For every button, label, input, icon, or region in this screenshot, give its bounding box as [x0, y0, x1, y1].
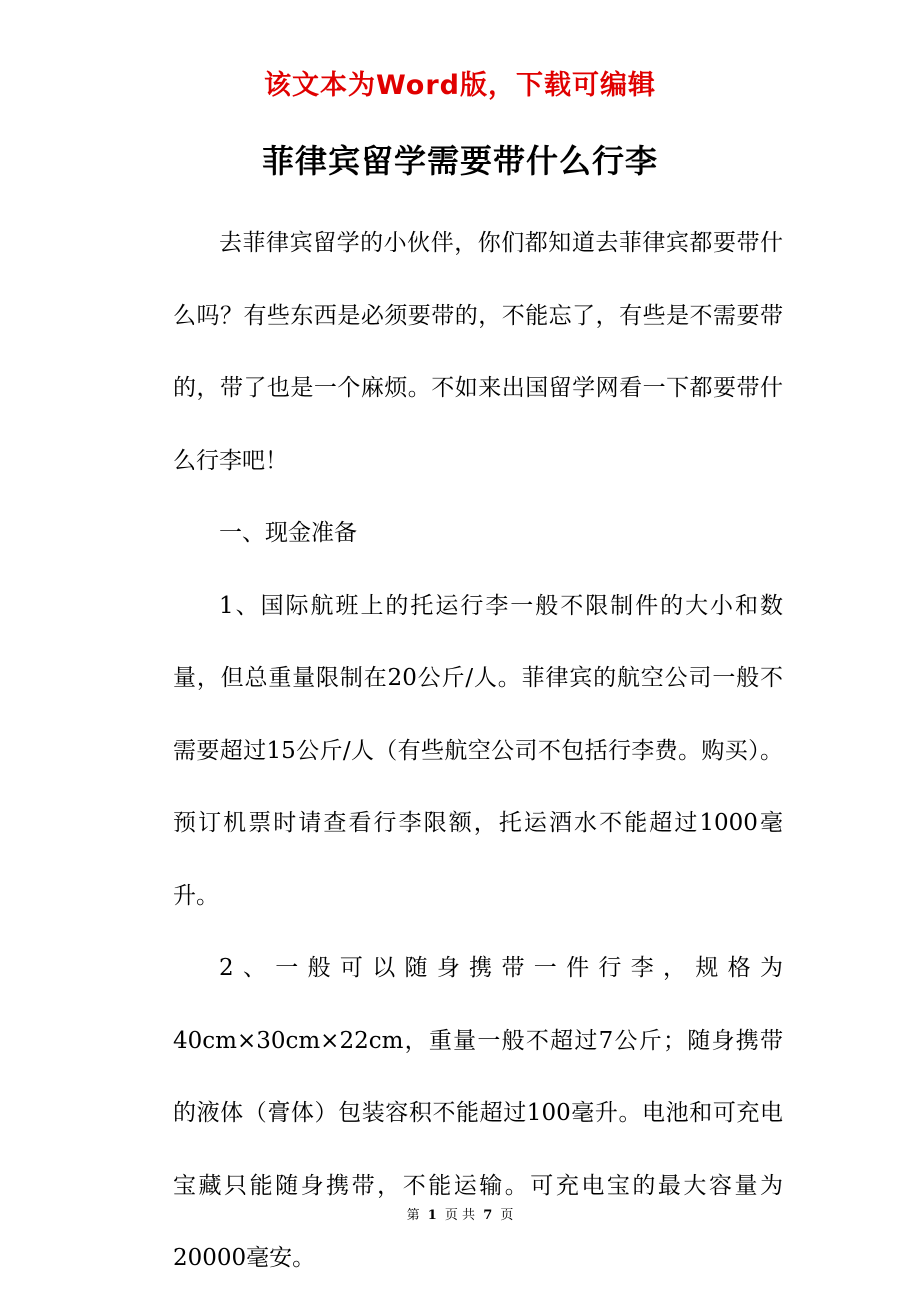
footer-prefix: 第: [406, 1208, 420, 1223]
total-page-count: 7: [483, 1208, 493, 1223]
download-banner: 该文本为Word版，下载可编辑: [263, 70, 656, 101]
intro-paragraph: 去菲律宾留学的小伙伴，你们都知道去菲律宾都要带什么吗？有些东西是必须要带的，不能忘了，有些是不需要带的，带了也是一个麻烦。不如来出国留学网看一下都要带什么行李吧！: [173, 230, 783, 474]
current-page-number: 1: [427, 1208, 437, 1223]
paragraph-carry-on: 2、一般可以随身携带一件行李，规格为40cm×30cm×22cm，重量一般不超过7公斤；随身携带的液体（膏体）包装容积不能超过100毫升。电池和可充电宝藏只能随身携带，不能运输。可充电宝的最大容量为20000毫安。: [173, 955, 783, 1271]
section-heading-cash: 一、现金准备: [219, 520, 357, 546]
footer-middle: 页 共: [444, 1208, 476, 1223]
paragraph-checked-baggage: 1、国际航班上的托运行李一般不限制件的大小和数量，但总重量限制在20公斤/人。菲律宾的航空公司一般不需要超过15公斤/人（有些航空公司不包括行李费。购买）。预订机票时请查看行李限额，托运酒水不能超过1000毫升。: [173, 592, 783, 909]
footer-suffix: 页: [500, 1208, 514, 1223]
document-title: 菲律宾留学需要带什么行李: [261, 142, 658, 180]
page-footer: [0, 1205, 920, 1227]
document-body: [173, 207, 783, 1295]
